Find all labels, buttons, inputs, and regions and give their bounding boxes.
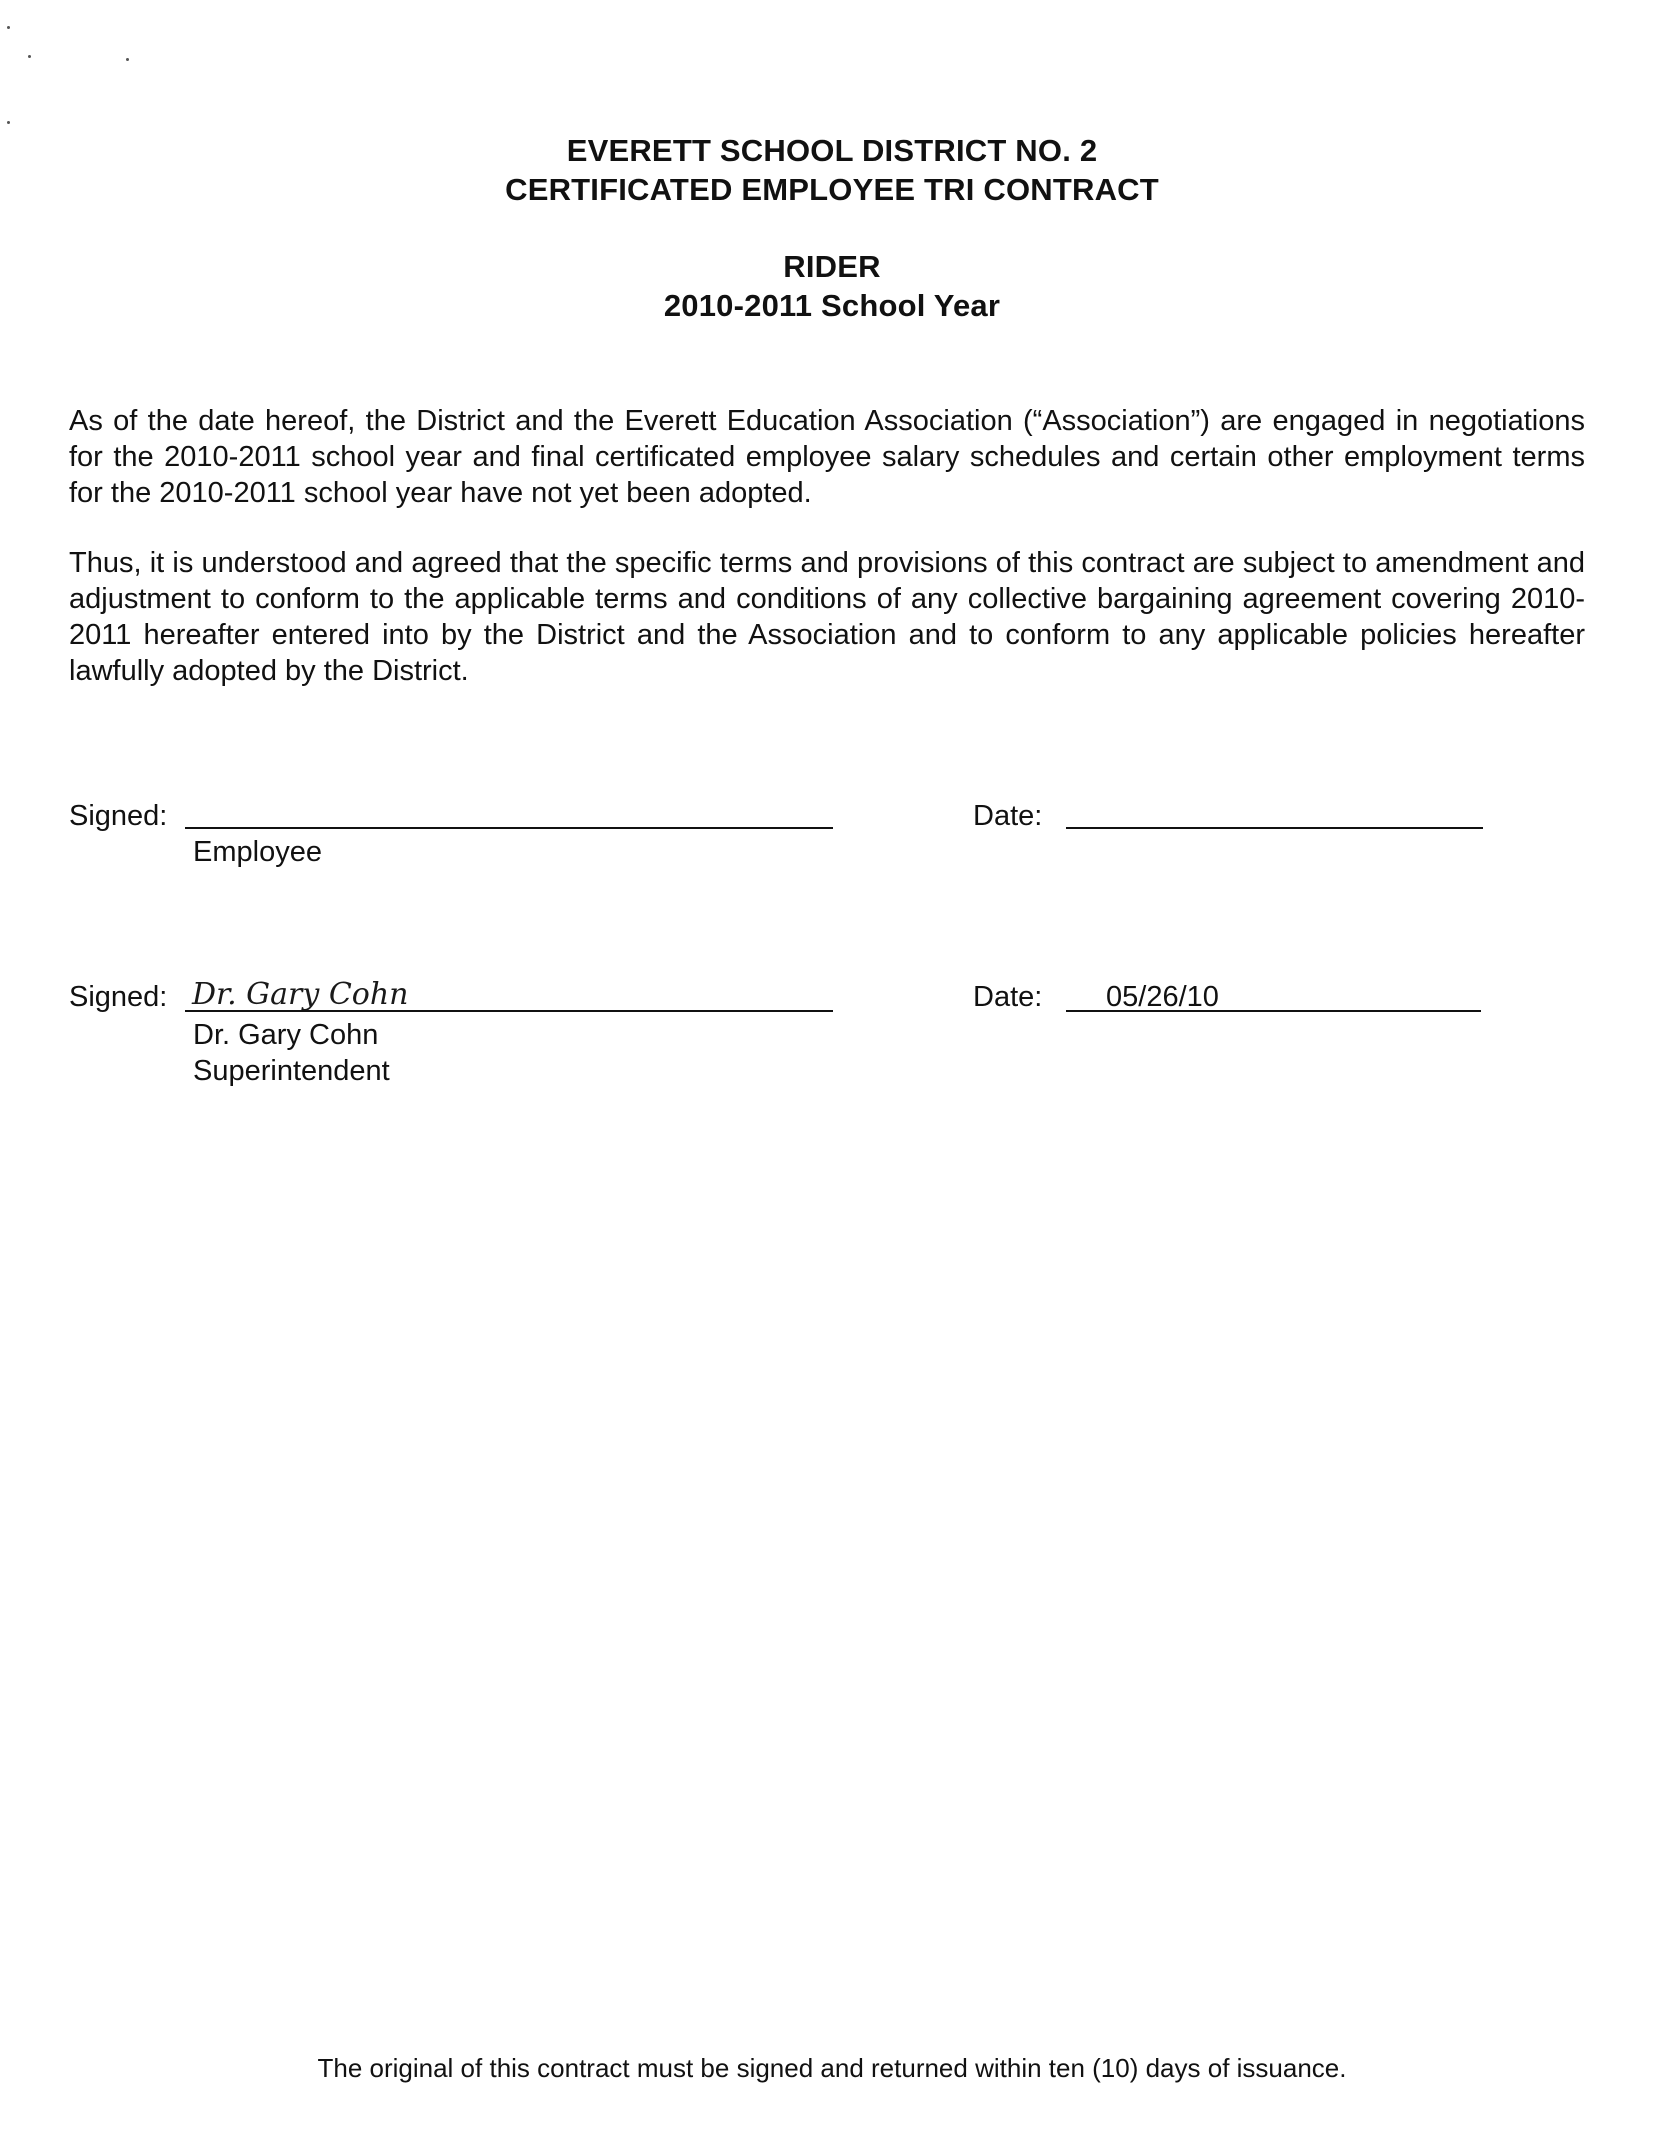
superintendent-date-value: 05/26/10 [1106,981,1219,1013]
superintendent-role: Superintendent [193,1055,390,1087]
employee-signed-label: Signed: [69,800,168,832]
scan-speck [7,26,10,29]
superintendent-date-line [1066,1010,1481,1012]
superintendent-signed-label: Signed: [69,981,168,1013]
rider-heading [0,247,1664,325]
rider-label: RIDER [783,249,881,284]
paragraph-amendment: Thus, it is understood and agreed that the specific terms and provisions of this contract are subject to amendment and adjustment to conform to the applicable terms and conditions of any collective bargaining agreement covering 2010-2011 hereafter entered into by the District and the Association and to conform to any applicable policies hereafter lawfully adopted by the District. [69,547,1585,687]
paragraph-negotiations: As of the date hereof, the District and the Everett Education Association (“Association”) are engaged in negotiations for the 2010-2011 school year and final certificated employee salary schedules and certain other employment terms for the 2010-2011 school year have not yet been adopted. [69,405,1585,509]
superintendent-signature: Dr. Gary Cohn [192,977,409,1012]
contract-title: CERTIFICATED EMPLOYEE TRI CONTRACT [505,172,1159,207]
district-name: EVERETT SCHOOL DISTRICT NO. 2 [566,133,1098,168]
document-title [0,131,1664,209]
superintendent-name: Dr. Gary Cohn [193,1019,379,1051]
superintendent-date-label: Date: [973,981,1043,1013]
employee-date-line[interactable] [1066,827,1483,829]
scan-speck [28,55,31,58]
school-year-label: 2010-2011 School Year [663,288,1001,323]
scan-speck [126,58,129,61]
employee-date-label: Date: [973,800,1043,832]
footer-note: The original of this contract must be signed and returned within ten (10) days of issuance. [317,2053,1347,2083]
superintendent-signature-line [185,1010,833,1012]
employee-signature-line[interactable] [185,827,833,829]
employee-role-label: Employee [193,836,322,868]
scan-speck [7,121,10,124]
